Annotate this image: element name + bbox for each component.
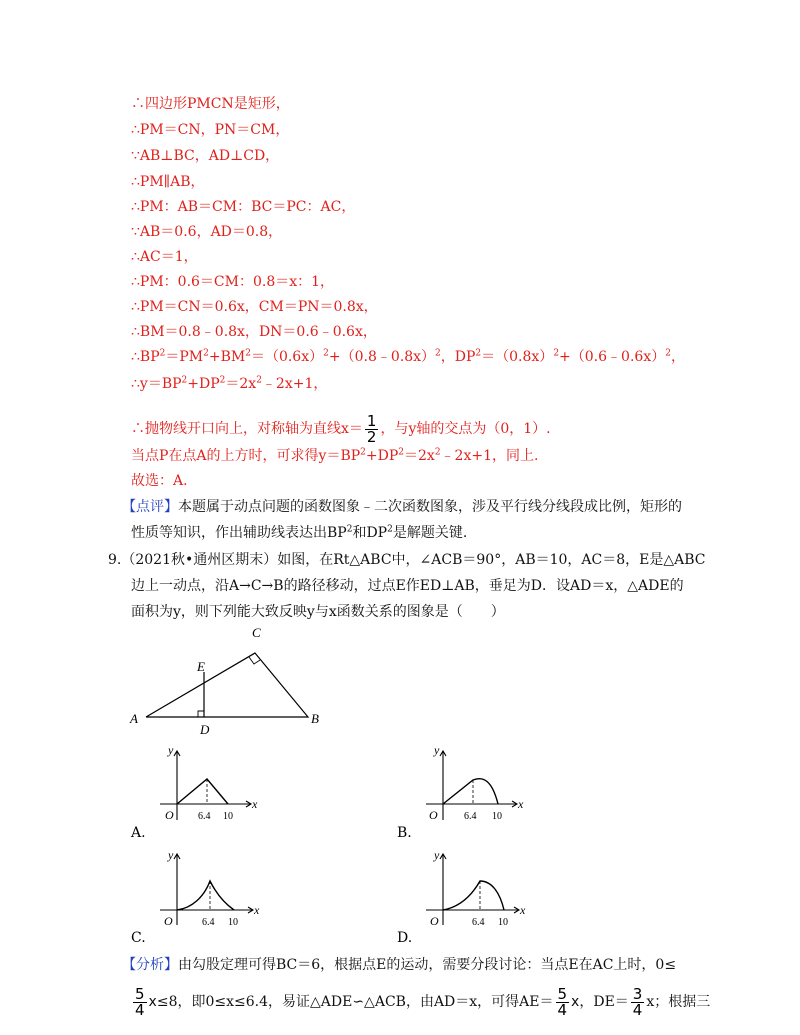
axis-y-label: y xyxy=(434,848,440,862)
tick-6-4: 6.4 xyxy=(202,917,215,928)
label-a: A xyxy=(130,711,138,726)
fraction-five-quarters-2: $\frac{5}{4}$ xyxy=(557,984,568,1019)
origin-label: O xyxy=(165,808,174,822)
fraction-three-quarters: $\frac{3}{4}$ xyxy=(632,984,643,1019)
question-line-3: 面积为y，则下列能大致反映y与x函数关系的图象是（ ） xyxy=(131,604,505,620)
label-c: C xyxy=(252,625,261,640)
option-a-graph xyxy=(152,742,272,827)
solution-line-11: $\therefore BP^2=PM^2+BM^2=(0.6x)^2+(0.8﹣0.8x)^2$，$DP^2=(0.8x)^2+(0.6﹣0.6x)^2$， xyxy=(131,348,685,365)
axis-x-label: x xyxy=(254,903,260,917)
solution-line-10: ∴BM＝0.8﹣0.8x，DN＝0.6﹣0.6x， xyxy=(131,324,377,340)
question-number: 9. xyxy=(108,552,122,568)
solution-line-3: ∵AB⊥BC，AD⊥CD， xyxy=(131,148,280,164)
comment-line-1: 【点评】本题属于动点问题的函数图象﹣二次函数图象，涉及平行线分线段成比例，矩形的 xyxy=(122,499,682,515)
analysis-tag: 【分析】 xyxy=(122,957,178,973)
comment-tag: 【点评】 xyxy=(122,499,178,515)
curve-b xyxy=(443,779,498,804)
analysis-line-2: $\frac{5}{4}$ x≤8，即0≤x≤6.4，易证△ADE∽△ACB，由AD＝x，可得AE＝ $\frac{5}{4}$ x，DE＝ $\frac{3}{4}$ x；根据三 xyxy=(135,984,711,1019)
origin-label: O xyxy=(164,914,173,928)
curve-a xyxy=(177,779,228,804)
triangle-abc xyxy=(146,653,308,717)
solution-line-8: ∴PM：0.6＝CM：0.8＝x：1， xyxy=(131,274,335,290)
right-angle-d xyxy=(198,711,204,717)
comment-line-2: 性质等知识，作出辅助线表达出$BP^2$和$DP^2$是解题关键. xyxy=(131,524,468,541)
tick-10: 10 xyxy=(223,811,233,822)
question-line-1: 9.（2021秋•通州区期末）如图，在Rt△ABC中，∠ACB＝90°，AB＝10，AC＝8，E是△ABC xyxy=(108,552,706,568)
solution-line-4: ∴PM∥AB， xyxy=(131,174,205,190)
axis-y-label: y xyxy=(168,848,174,862)
right-angle-c xyxy=(249,657,260,664)
option-d-label[interactable]: D. xyxy=(397,930,413,946)
solution-line-13: ∴抛物线开口向上，对称轴为直线x＝ $\frac{1}{2}$ ，与y轴的交点为（0，1）. xyxy=(131,411,551,446)
curve-c xyxy=(177,881,234,910)
solution-line-2: ∴PM＝CN，PN＝CM， xyxy=(131,122,290,138)
axis-y-label: y xyxy=(434,743,440,757)
solution-line-5: ∴PM：AB＝CM：BC＝PC：AC， xyxy=(131,199,356,215)
tick-10: 10 xyxy=(228,917,238,928)
label-d: D xyxy=(200,722,210,737)
option-a-label[interactable]: A. xyxy=(131,825,146,841)
option-b-label[interactable]: B. xyxy=(397,825,412,841)
fraction-five-quarters-1: $\frac{5}{4}$ xyxy=(135,984,145,1019)
triangle-figure xyxy=(128,620,328,740)
tick-6-4: 6.4 xyxy=(472,917,485,928)
solution-line-1: ∴四边形PMCN是矩形， xyxy=(131,96,290,112)
axis-x-label: x xyxy=(520,903,526,917)
solution-line-15: 故选：A. xyxy=(131,473,188,489)
axis-x-label: x xyxy=(518,797,524,811)
option-d-graph xyxy=(418,845,538,930)
tick-10: 10 xyxy=(492,811,502,822)
origin-label: O xyxy=(430,914,439,928)
label-b: B xyxy=(311,711,319,726)
question-line-2: 边上一动点，沿A→C→B的路径移动，过点E作ED⊥AB，垂足为D．设AD＝x，△ADE的 xyxy=(131,578,684,594)
option-c-label[interactable]: C. xyxy=(131,930,146,946)
solution-line-14: 当点P在点A的上方时，可求得$y=BP^2+DP^2=2x^2﹣2x+1$，同上. xyxy=(131,447,539,464)
label-e: E xyxy=(197,659,205,674)
analysis-line-1: 【分析】由勾股定理可得BC＝6，根据点E的运动，需要分段讨论：当点E在AC上时，0≤ xyxy=(122,957,677,973)
solution-line-7: ∴AC＝1， xyxy=(131,249,198,265)
origin-label: O xyxy=(429,808,438,822)
solution-line-6: ∵AB＝0.6，AD＝0.8， xyxy=(131,224,283,240)
option-b-graph xyxy=(418,742,538,827)
tick-6-4: 6.4 xyxy=(464,811,477,822)
axis-x-label: x xyxy=(252,797,258,811)
tick-6-4: 6.4 xyxy=(198,811,211,822)
axis-y-label: y xyxy=(168,743,174,757)
solution-line-9: ∴PM＝CN＝0.6x，CM＝PN＝0.8x， xyxy=(131,299,378,315)
fraction-one-half: $\frac{1}{2}$ xyxy=(366,411,377,446)
solution-line-12: $\therefore y=BP^2+DP^2=2x^2﹣2x+1$， xyxy=(131,375,328,392)
option-c-graph xyxy=(152,845,272,930)
tick-10: 10 xyxy=(498,917,508,928)
curve-d xyxy=(443,881,504,910)
